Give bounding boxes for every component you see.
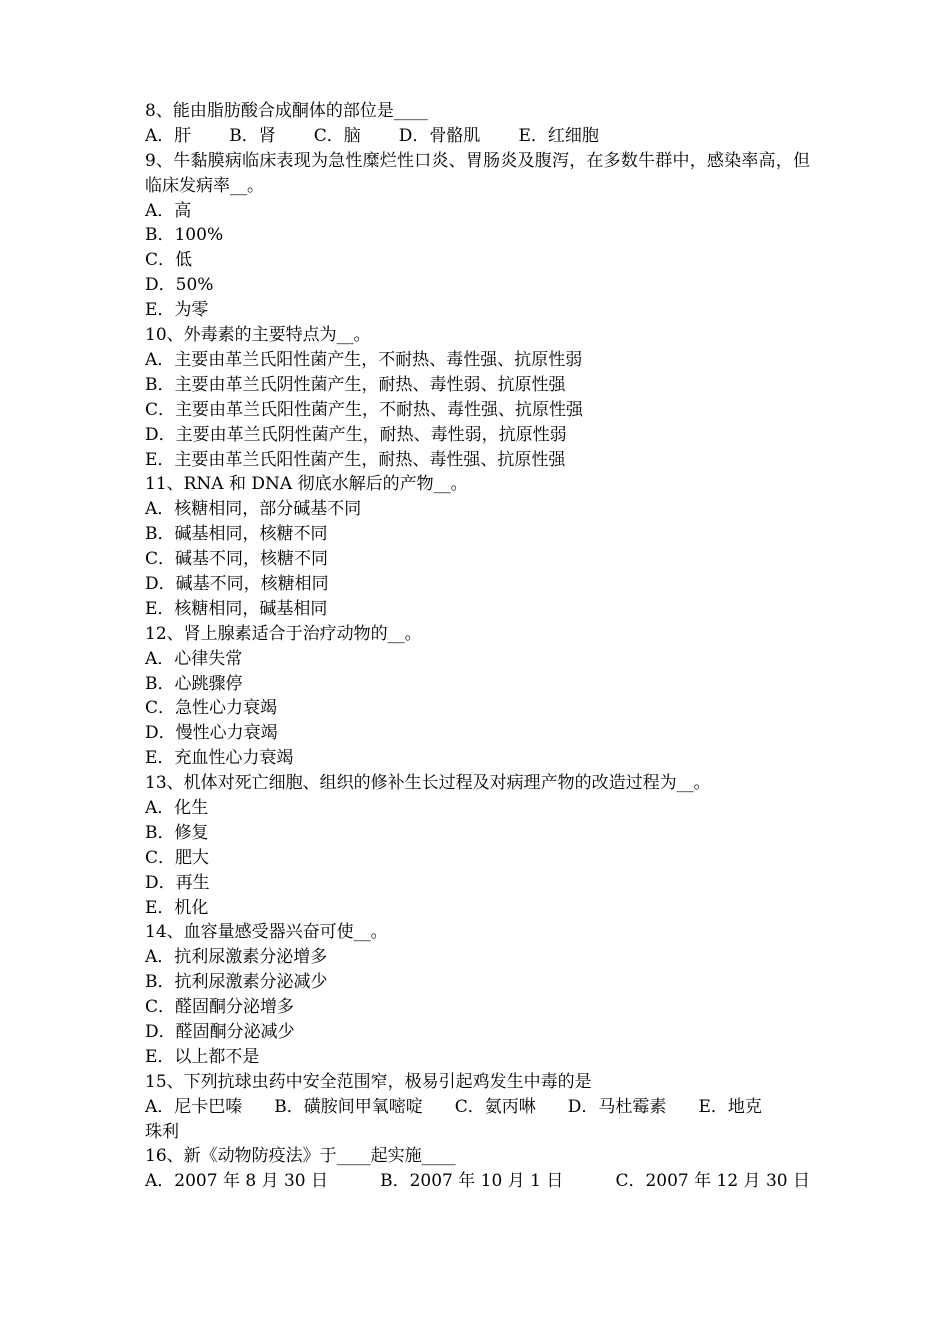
document-page (145, 99, 810, 1194)
question-9-option-c: C．低 (145, 250, 193, 271)
question-10-option-a: A．主要由革兰氏阳性菌产生，不耐热、毒性强、抗原性弱 (145, 349, 583, 370)
question-16-option-a: A．2007 年 8 月 30 日 (145, 1171, 329, 1192)
question-15-option-d: D．马杜霉素 (567, 1096, 667, 1117)
question-13-option-b: B．修复 (145, 822, 209, 843)
question-10-option-b: B．主要由革兰氏阴性菌产生，耐热、毒性弱、抗原性强 (145, 374, 566, 395)
question-12-option-e: E．充血性心力衰竭 (145, 748, 294, 769)
question-16-options (145, 1169, 810, 1194)
question-14-option-b: B．抗利尿激素分泌减少 (145, 972, 328, 993)
question-15-options (145, 1095, 810, 1120)
question-14-option-d: D．醛固酮分泌减少 (145, 1021, 295, 1042)
question-9-option-b: B．100% (145, 225, 224, 246)
question-13-stem: 13、机体对死亡细胞、组织的修补生长过程及对病理产物的改造过程为__。 (145, 773, 711, 794)
question-8-stem: 8、能由脂肪酸合成酮体的部位是____ (145, 101, 428, 121)
question-11-option-d: D．碱基不同，核糖相同 (145, 573, 329, 594)
question-16-option-b: B．2007 年 10 月 1 日 (380, 1171, 564, 1192)
question-8-option-b: B．肾 (229, 125, 276, 146)
question-8-options (145, 124, 810, 149)
question-14-option-a: A．抗利尿激素分泌增多 (145, 947, 328, 968)
question-13-option-c: C．肥大 (145, 847, 210, 868)
question-14-option-e: E．以上都不是 (145, 1046, 260, 1067)
question-8-option-c: C．脑 (313, 125, 361, 146)
question-11-stem: 11、RNA 和 DNA 彻底水解后的产物__。 (145, 474, 468, 495)
question-15-option-a: A．尼卡巴嗪 (145, 1096, 243, 1117)
question-14-option-c: C．醛固酮分泌增多 (145, 997, 295, 1018)
question-12-option-c: C．急性心力衰竭 (145, 698, 278, 719)
question-11-option-a: A．核糖相同，部分碱基不同 (145, 499, 362, 520)
question-10-option-d: D．主要由革兰氏阴性菌产生，耐热、毒性弱，抗原性弱 (145, 424, 567, 445)
question-9-stem: 9、牛黏膜病临床表现为急性糜烂性口炎、胃肠炎及腹泻，在多数牛群中，感染率高，但临床发病率__。 (145, 150, 810, 196)
question-12-option-b: B．心跳骤停 (145, 673, 243, 694)
question-16-option-c: C．2007 年 12 月 30 日 (615, 1171, 810, 1192)
question-8-option-a: A．肝 (145, 125, 192, 146)
question-10-stem: 10、外毒素的主要特点为__。 (145, 325, 371, 346)
question-16-stem: 16、新《动物防疫法》于____起实施____ (145, 1146, 456, 1167)
question-9-option-d: D．50% (145, 275, 214, 296)
question-10-option-c: C．主要由革兰氏阳性菌产生，不耐热、毒性强、抗原性强 (145, 399, 584, 420)
question-13-option-a: A．化生 (145, 797, 209, 818)
question-11-option-c: C．碱基不同，核糖不同 (145, 549, 329, 570)
question-11-option-b: B．碱基相同，核糖不同 (145, 524, 328, 545)
question-15-option-e: E．地克 (698, 1096, 762, 1117)
question-8-option-e: E．红细胞 (518, 125, 599, 146)
question-8-option-d: D．骨骼肌 (398, 125, 481, 146)
question-9-option-e: E．为零 (145, 300, 209, 321)
question-12-option-a: A．心律失常 (145, 648, 243, 669)
question-11-option-e: E．核糖相同，碱基相同 (145, 598, 328, 619)
question-9-option-a: A．高 (145, 200, 192, 221)
question-15-option-b: B．磺胺间甲氧嘧啶 (274, 1096, 423, 1117)
question-15-stem: 15、下列抗球虫药中安全范围窄，极易引起鸡发生中毒的是 (145, 1071, 592, 1092)
question-10-option-e: E．主要由革兰氏阳性菌产生，耐热、毒性强、抗原性强 (145, 449, 566, 470)
question-12-stem: 12、肾上腺素适合于治疗动物的__。 (145, 623, 422, 644)
question-12-option-d: D．慢性心力衰竭 (145, 723, 278, 744)
question-13-option-d: D．再生 (145, 872, 210, 893)
question-15-option-c: C．氨丙啉 (454, 1096, 536, 1117)
question-13-option-e: E．机化 (145, 897, 209, 918)
question-15-option-e-continuation: 珠利 (145, 1121, 179, 1142)
question-14-stem: 14、血容量感受器兴奋可使__。 (145, 922, 388, 943)
